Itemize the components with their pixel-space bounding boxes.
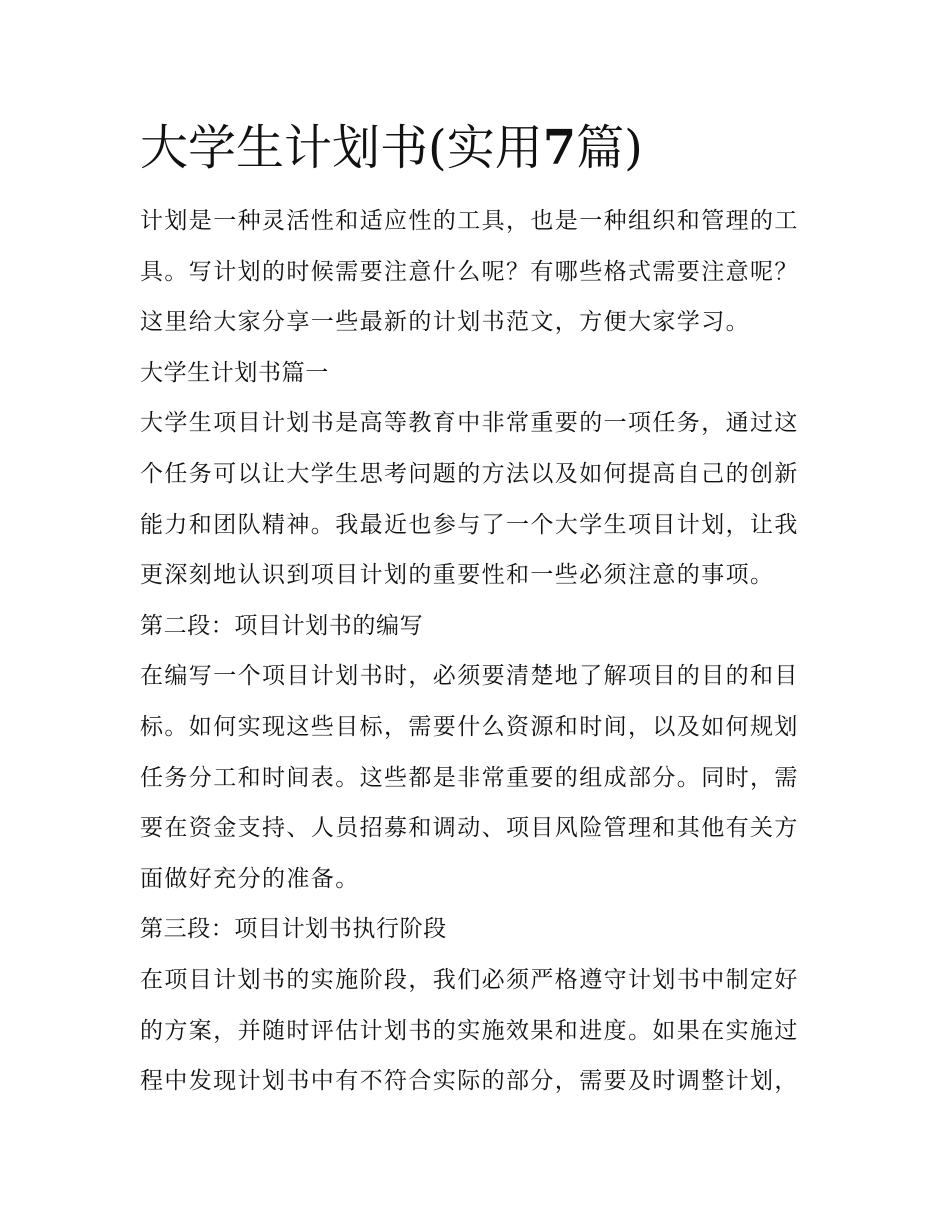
paragraph-line: 要在资金支持、人员招募和调动、项目风险管理和其他有关方 (140, 815, 799, 842)
paragraph-line: 在项目计划书的实施阶段，我们必须严格遵守计划书中制定好 (140, 966, 799, 993)
paragraph-line: 任务分工和时间表。这些都是非常重要的组成部分。同时，需 (140, 764, 799, 791)
paragraph-line: 大学生项目计划书是高等教育中非常重要的一项任务，通过这 (140, 410, 799, 437)
paragraph-line: 个任务可以让大学生思考问题的方法以及如何提高自己的创新 (140, 460, 799, 487)
paragraph-line: 在编写一个项目计划书时，必须要清楚地了解项目的目的和目 (140, 663, 799, 690)
paragraph-line: 能力和团队精神。我最近也参与了一个大学生项目计划，让我 (140, 511, 799, 538)
section-heading-2: 第二段：项目计划书的编写 (140, 612, 424, 639)
intro-line-3: 这里给大家分享一些最新的计划书范文，方便大家学习。 (140, 309, 750, 336)
paragraph-line: 标。如何实现这些目标，需要什么资源和时间，以及如何规划 (140, 713, 799, 740)
paragraph-line: 面做好充分的准备。 (140, 865, 360, 892)
paragraph-line: 的方案，并随时评估计划书的实施效果和进度。如果在实施过 (140, 1017, 799, 1044)
title-suffix: 篇) (576, 120, 643, 176)
section-heading-1: 大学生计划书篇一 (140, 359, 329, 386)
document-title (140, 116, 820, 180)
title-prefix: 大学生计划书(实用 (140, 120, 543, 176)
intro-line-1: 计划是一种灵活性和适应性的工具，也是一种组织和管理的工 (140, 208, 799, 234)
paragraph-line: 程中发现计划书中有不符合实际的部分，需要及时调整计划， (140, 1068, 799, 1095)
title-number: 7 (542, 120, 577, 176)
intro-line-2: 具。写计划的时候需要注意什么呢？有哪些格式需要注意呢？ (140, 258, 799, 285)
paragraph-line: 更深刻地认识到项目计划的重要性和一些必须注意的事项。 (140, 562, 775, 589)
section-heading-3: 第三段：项目计划书执行阶段 (140, 916, 447, 943)
document-body (140, 196, 820, 1107)
